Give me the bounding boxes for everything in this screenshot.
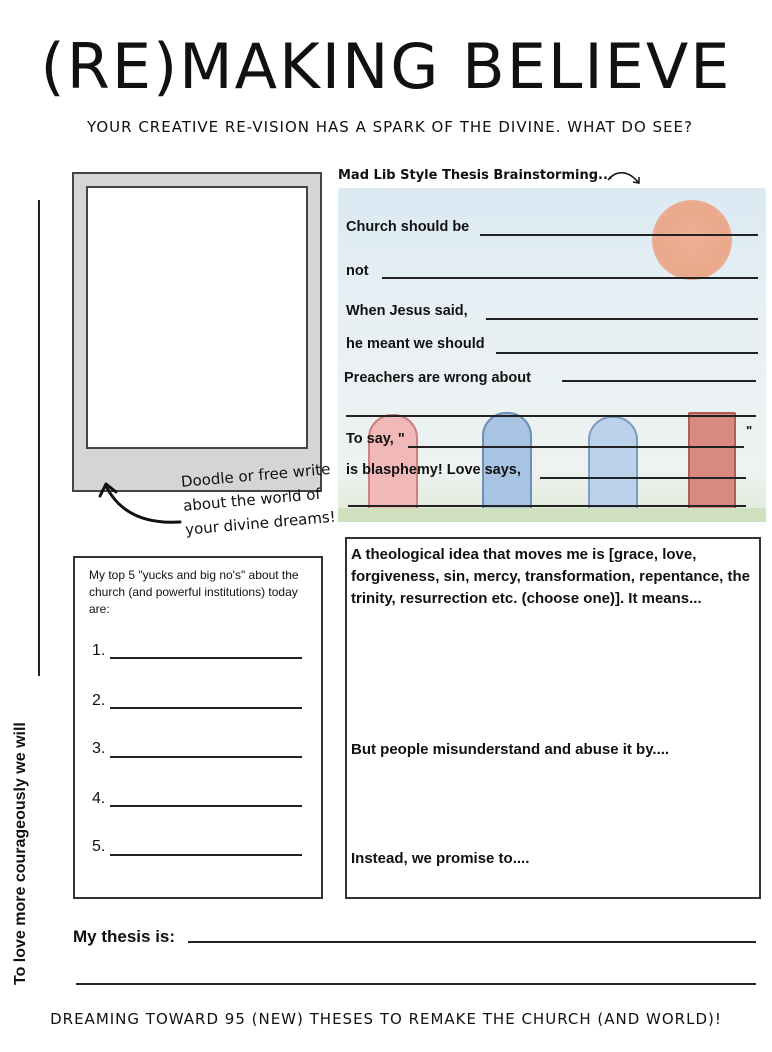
- madlib-row-label: he meant we should: [346, 336, 485, 352]
- yucks-heading: My top 5 "yucks and big no's" about the church (and powerful institutions) today are:: [89, 568, 299, 616]
- page-title: (RE)MAKING BELIEVE: [40, 30, 732, 103]
- polaroid-frame: [72, 172, 322, 492]
- page-subtitle: YOUR CREATIVE RE-VISION HAS A SPARK OF THE DIVINE. WHAT DO SEE?: [87, 118, 693, 136]
- madlib-row-label: Preachers are wrong about: [344, 370, 531, 386]
- vertical-writing-line: [38, 200, 40, 676]
- squiggle-arrow-icon: [606, 168, 646, 190]
- doodle-area[interactable]: [86, 186, 308, 449]
- thesis-label: My thesis is:: [73, 927, 176, 946]
- madlib-blank[interactable]: [486, 318, 758, 320]
- footer-text: DREAMING TOWARD 95 (NEW) THESES TO REMAKE THE CHURCH (AND WORLD)!: [50, 1010, 722, 1028]
- madlib-blank[interactable]: [346, 415, 756, 417]
- madlib-title: Mad Lib Style Thesis Brainstorming...: [338, 168, 613, 183]
- theology-prompt: A theological idea that moves me is [grace, love, forgiveness, sin, mercy, transformation, repentance, the trinity, resurrection etc. (choose one)]. It means...: [351, 546, 751, 607]
- door-illustration: [482, 412, 532, 510]
- promise-prompt: Instead, we promise to....: [351, 850, 530, 867]
- madlib-row-label: Church should be: [346, 219, 470, 235]
- sun-illustration: [652, 200, 732, 280]
- list-blank[interactable]: [110, 657, 302, 659]
- madlib-row-label: is blasphemy! Love says,: [346, 462, 521, 478]
- ground-illustration: [338, 508, 766, 522]
- vertical-prompt: To love more courageously we will: [12, 722, 29, 985]
- doodle-caption: [180, 457, 337, 542]
- curved-arrow-icon: [96, 478, 186, 528]
- list-blank[interactable]: [110, 805, 302, 807]
- doodle-caption-line: your divine dreams!: [184, 507, 337, 539]
- door-illustration: [588, 416, 638, 510]
- list-number: 5.: [92, 838, 106, 855]
- list-number: 1.: [92, 642, 106, 659]
- madlib-blank[interactable]: [540, 477, 746, 479]
- madlib-blank[interactable]: [496, 352, 758, 354]
- close-quote: ": [746, 423, 753, 438]
- madlib-blank[interactable]: [382, 277, 758, 279]
- list-blank[interactable]: [110, 756, 302, 758]
- list-blank[interactable]: [110, 854, 302, 856]
- madlib-row-label: To say, ": [346, 431, 405, 447]
- madlib-row-label: not: [346, 263, 369, 279]
- misunderstand-prompt: But people misunderstand and abuse it by....: [351, 741, 670, 758]
- madlib-blank[interactable]: [348, 505, 746, 507]
- madlib-row-label: When Jesus said,: [346, 303, 468, 319]
- thesis-blank[interactable]: [188, 941, 756, 943]
- doodle-caption-line: Doodle or free write: [180, 459, 332, 491]
- list-blank[interactable]: [110, 707, 302, 709]
- list-number: 2.: [92, 692, 106, 709]
- madlib-blank[interactable]: [408, 446, 744, 448]
- doodle-caption-line: about the world of: [182, 484, 322, 515]
- door-illustration: [688, 412, 736, 510]
- list-number: 3.: [92, 740, 106, 757]
- madlib-blank[interactable]: [480, 234, 758, 236]
- thesis-blank[interactable]: [76, 983, 756, 985]
- madlib-blank[interactable]: [562, 380, 756, 382]
- list-number: 4.: [92, 790, 106, 807]
